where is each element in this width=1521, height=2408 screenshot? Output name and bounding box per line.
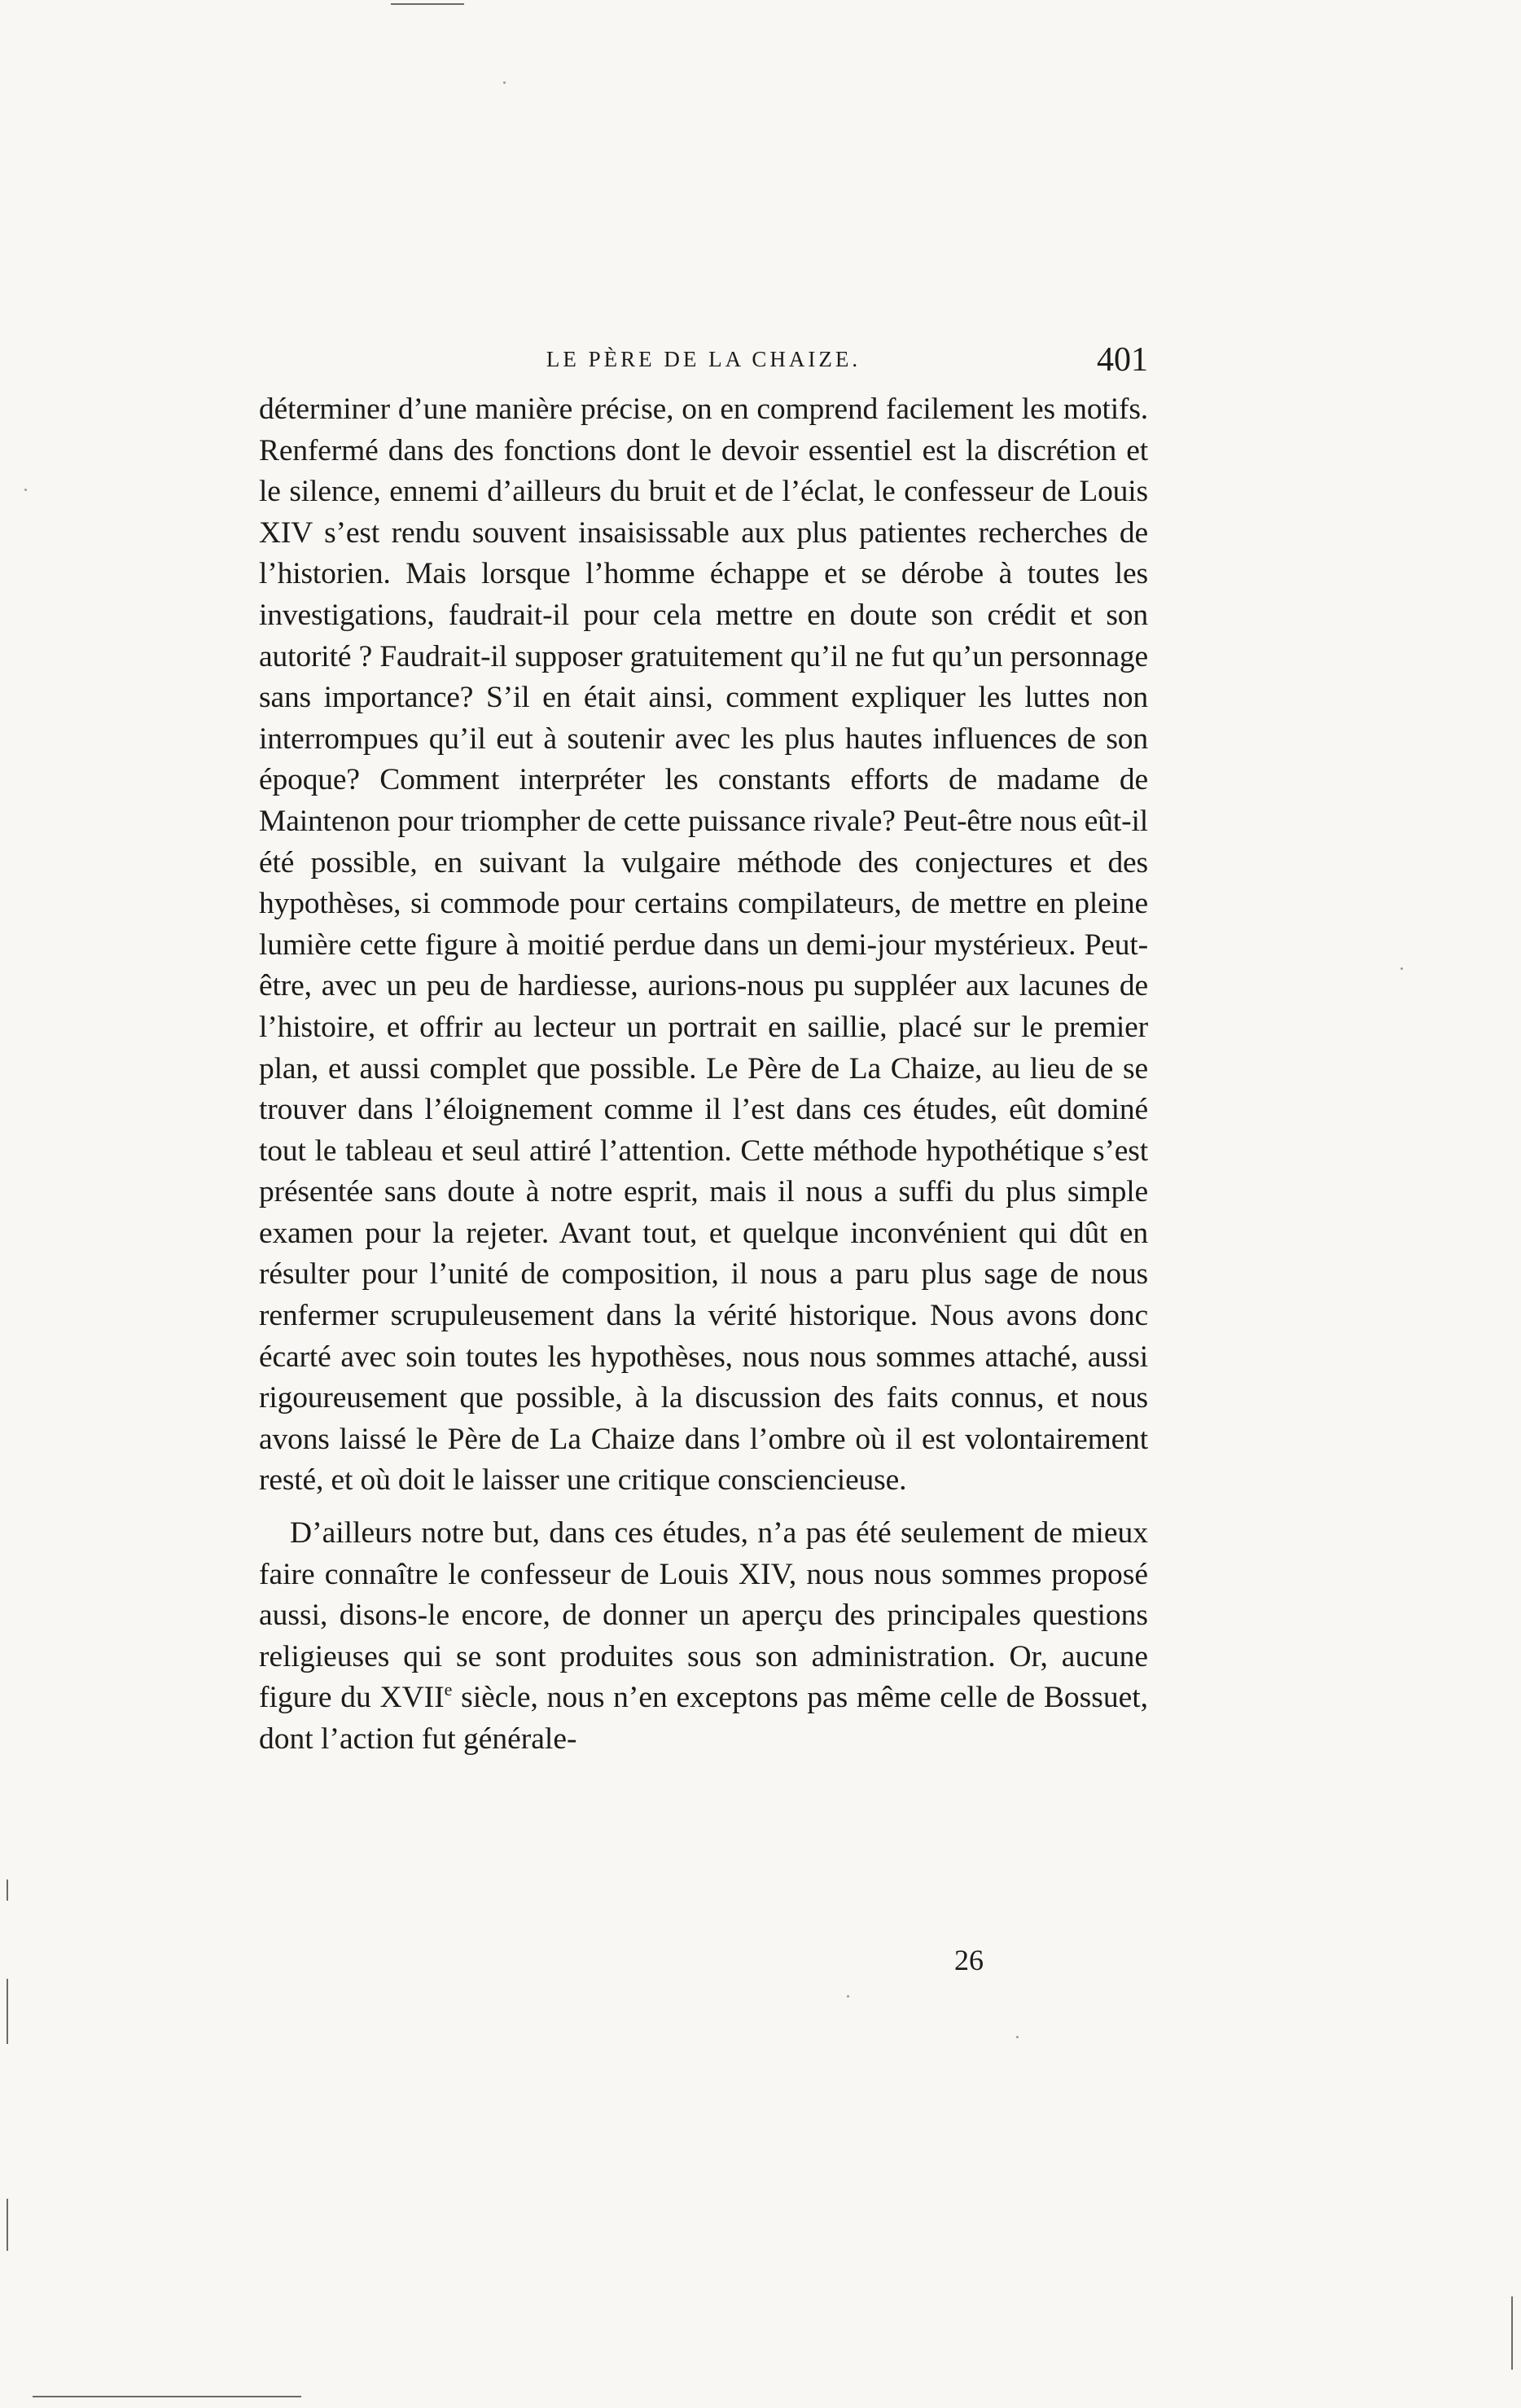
page-number: 401 bbox=[1097, 341, 1148, 379]
scan-speck bbox=[847, 1995, 849, 1998]
top-scan-rule bbox=[391, 3, 464, 5]
scan-speck bbox=[24, 489, 27, 491]
left-margin-rule-small bbox=[7, 1879, 8, 1901]
body-text bbox=[259, 389, 1148, 1761]
paragraph-1: déterminer d’une manière précise, on en comprend facilement les motifs. Renfermé dans des fonctions dont le devoir essentiel est la discrétion et le silence, ennemi d’ailleurs du bruit et de l’éclat, le confesseur de Louis XIV s’est rendu souvent insaisissable aux plus patientes recherches de l’historien. Mais lorsque l’homme échappe et se dérobe à toutes les investigations, faudrait-il pour cela mettre en doute son crédit et son autorité ? Faudrait-il supposer gratuitement qu’il ne fut qu’un personnage sans importance? S’il en était ainsi, comment expliquer les luttes non interrompues qu’il eut à soutenir avec les plus hautes influences de son époque? Comment interpréter les constants efforts de madame de Maintenon pour triompher de cette puissance rivale? Peut-être nous eût-il été possible, en suivant la vulgaire méthode des conjectures et des hypothèses, si commode pour certains compilateurs, de mettre en pleine lumière cette figure à moitié perdue dans un demi-jour mystérieux. Peut-être, avec un peu de hardiesse, aurions-nous pu suppléer aux lacunes de l’histoire, et offrir au lecteur un portrait en saillie, placé sur le premier plan, et aussi complet que possible. Le Père de La Chaize, au lieu de se trouver dans l’éloignement comme il l’est dans ces études, eût dominé tout le tableau et seul attiré l’attention. Cette méthode hypothétique s’est présentée sans doute à notre esprit, mais il nous a suffi du plus simple examen pour la rejeter. Avant tout, et quelque inconvénient qui dût en résulter pour l’unité de composition, il nous a paru plus sage de nous renfermer scrupuleusement dans la vérité historique. Nous avons donc écarté avec soin toutes les hypothèses, nous nous sommes attaché, aussi rigoureusement que possible, à la discussion des faits connus, et nous avons laissé le Père de La Chaize dans l’ombre où il est volontairement resté, et où doit le laisser une critique consciencieuse. bbox=[259, 393, 1148, 1498]
running-title: LE PÈRE DE LA CHAIZE. bbox=[546, 347, 861, 371]
scan-speck bbox=[503, 81, 506, 84]
left-margin-rule-lower bbox=[7, 2199, 8, 2251]
bottom-scan-rule bbox=[33, 2396, 301, 2397]
running-head bbox=[259, 340, 1148, 389]
paragraph-2-start: D’ailleurs notre but, dans ces études, n’a pas été seulement de mieux faire connaître le confesseur de Louis XIV, nous nous sommes proposé aussi, disons-le encore, de donner un aperçu des principales questions religieuses qui se sont produites sous son administration. Or, aucune figure du XVII bbox=[259, 1516, 1148, 1715]
left-margin-rule-upper bbox=[7, 1979, 8, 2044]
signature-mark: 26 bbox=[954, 1944, 984, 1976]
right-edge-rule bbox=[1511, 2296, 1513, 2370]
paragraph-2 bbox=[259, 1513, 1148, 1761]
scan-speck bbox=[1400, 967, 1403, 970]
superscript-e: e bbox=[444, 1679, 453, 1700]
scan-speck bbox=[1016, 2036, 1019, 2038]
paragraph-2-end: siècle, nous n’en exceptons pas même celle de Bossuet, dont l’action fut générale- bbox=[259, 1681, 1149, 1756]
